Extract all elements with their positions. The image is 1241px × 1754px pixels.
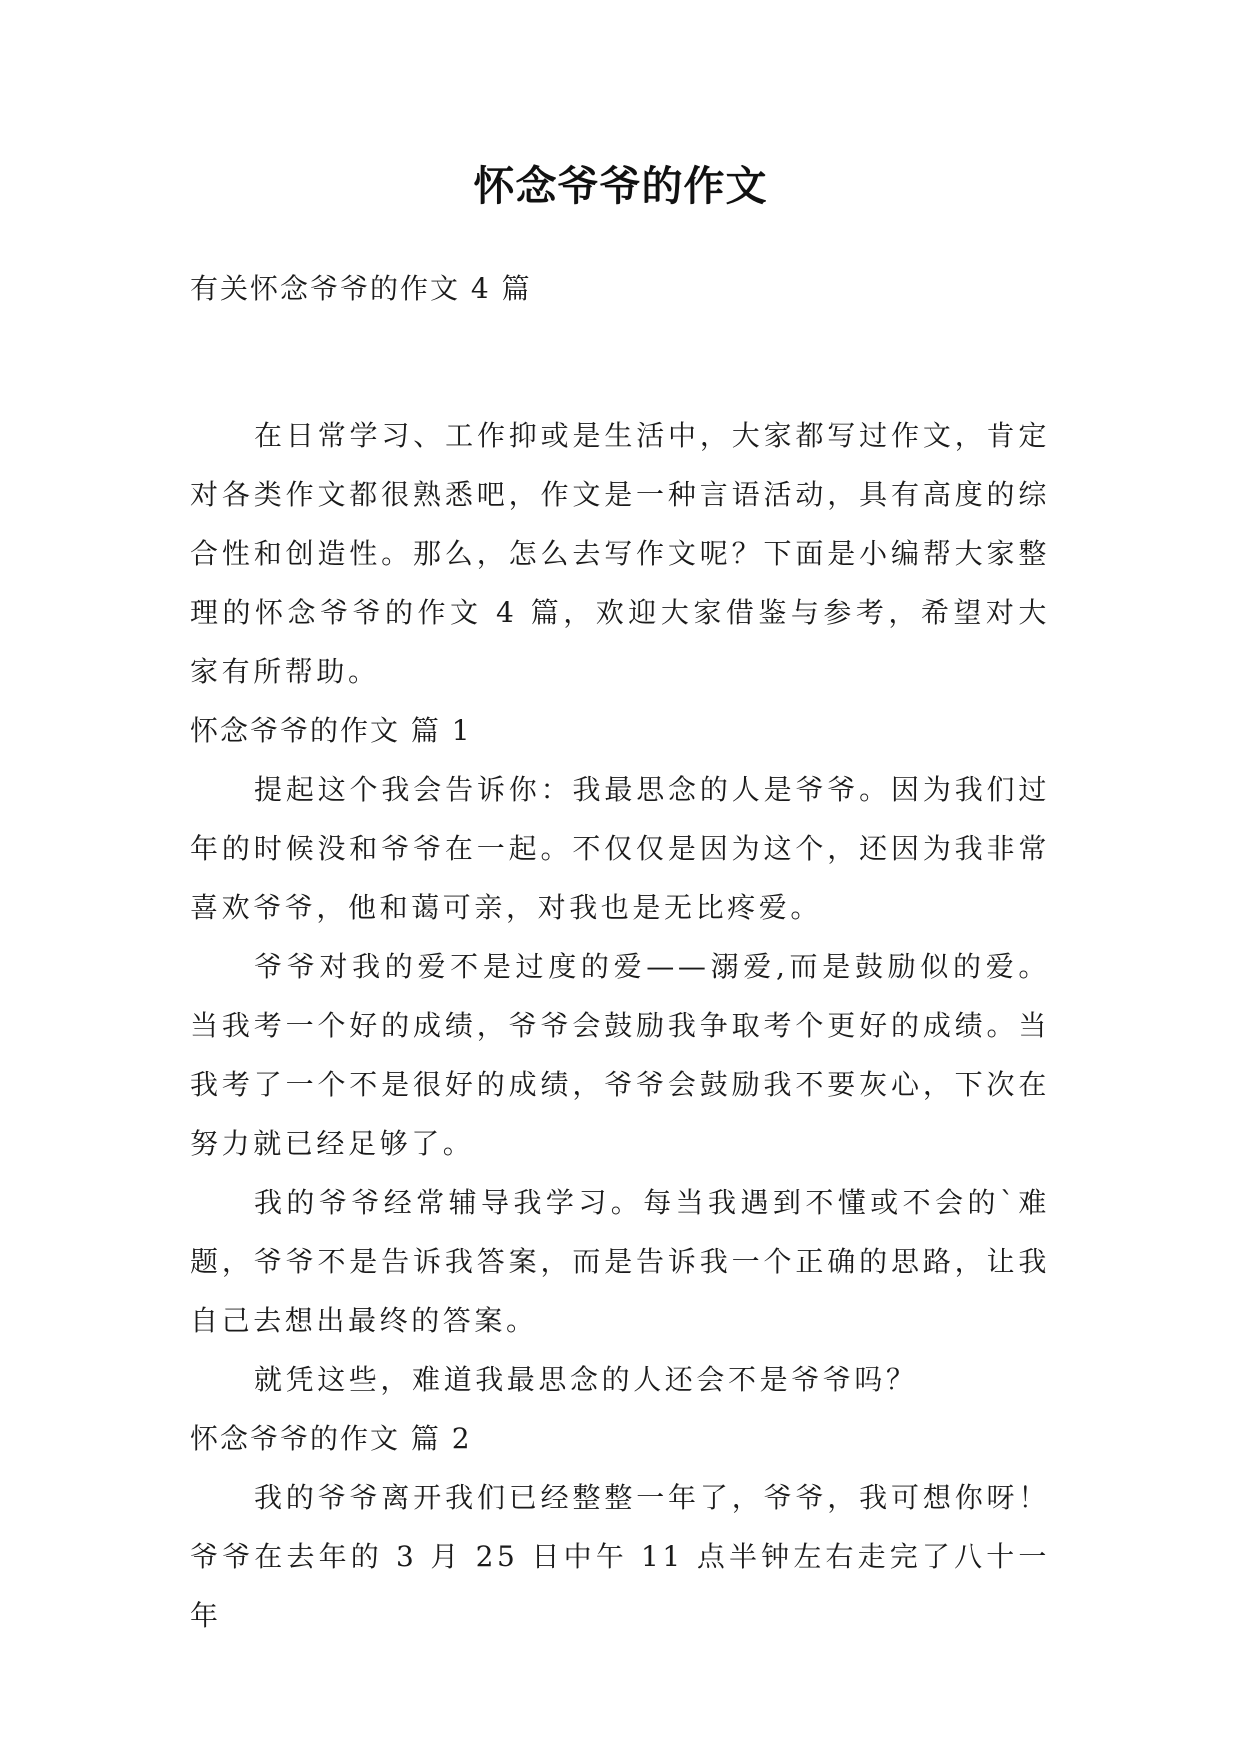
- document-title: 怀念爷爷的作文: [473, 162, 768, 210]
- document-body: [190, 260, 1050, 1645]
- spacer: [190, 318, 1050, 406]
- intro-paragraph: 在日常学习、工作抑或是生活中，大家都写过作文，肯定对各类作文都很熟悉吧，作文是一种言语活动，具有高度的综合性和创造性。那么，怎么去写作文呢？下面是小编帮大家整理的怀念爷爷的作文 4 篇，欢迎大家借鉴与参考，希望对大家有所帮助。: [190, 419, 1050, 688]
- paragraph: 爷爷对我的爱不是过度的爱——溺爱,而是鼓励似的爱。当我考一个好的成绩，爷爷会鼓励我争取考个更好的成绩。当我考了一个不是很好的成绩，爷爷会鼓励我不要灰心，下次在努力就已经足够了。: [190, 950, 1050, 1160]
- paragraph: 提起这个我会告诉你：我最思念的人是爷爷。因为我们过年的时候没和爷爷在一起。不仅仅是因为这个，还因为我非常喜欢爷爷，他和蔼可亲，对我也是无比疼爱。: [190, 773, 1050, 924]
- document-subtitle: 有关怀念爷爷的作文 4 篇: [190, 272, 532, 305]
- section-heading-2: 怀念爷爷的作文 篇 2: [190, 1422, 472, 1455]
- paragraph: 就凭这些，难道我最思念的人还会不是爷爷吗？: [254, 1363, 918, 1396]
- paragraph: 我的爷爷经常辅导我学习。每当我遇到不懂或不会的`难题，爷爷不是告诉我答案，而是告诉我一个正确的思路，让我自己去想出最终的答案。: [190, 1186, 1050, 1337]
- paragraph: 我的爷爷离开我们已经整整一年了，爷爷，我可想你呀！爷爷在去年的 3 月 25 日中午 11 点半钟左右走完了八十一年: [190, 1481, 1050, 1632]
- section-heading-1: 怀念爷爷的作文 篇 1: [190, 714, 472, 747]
